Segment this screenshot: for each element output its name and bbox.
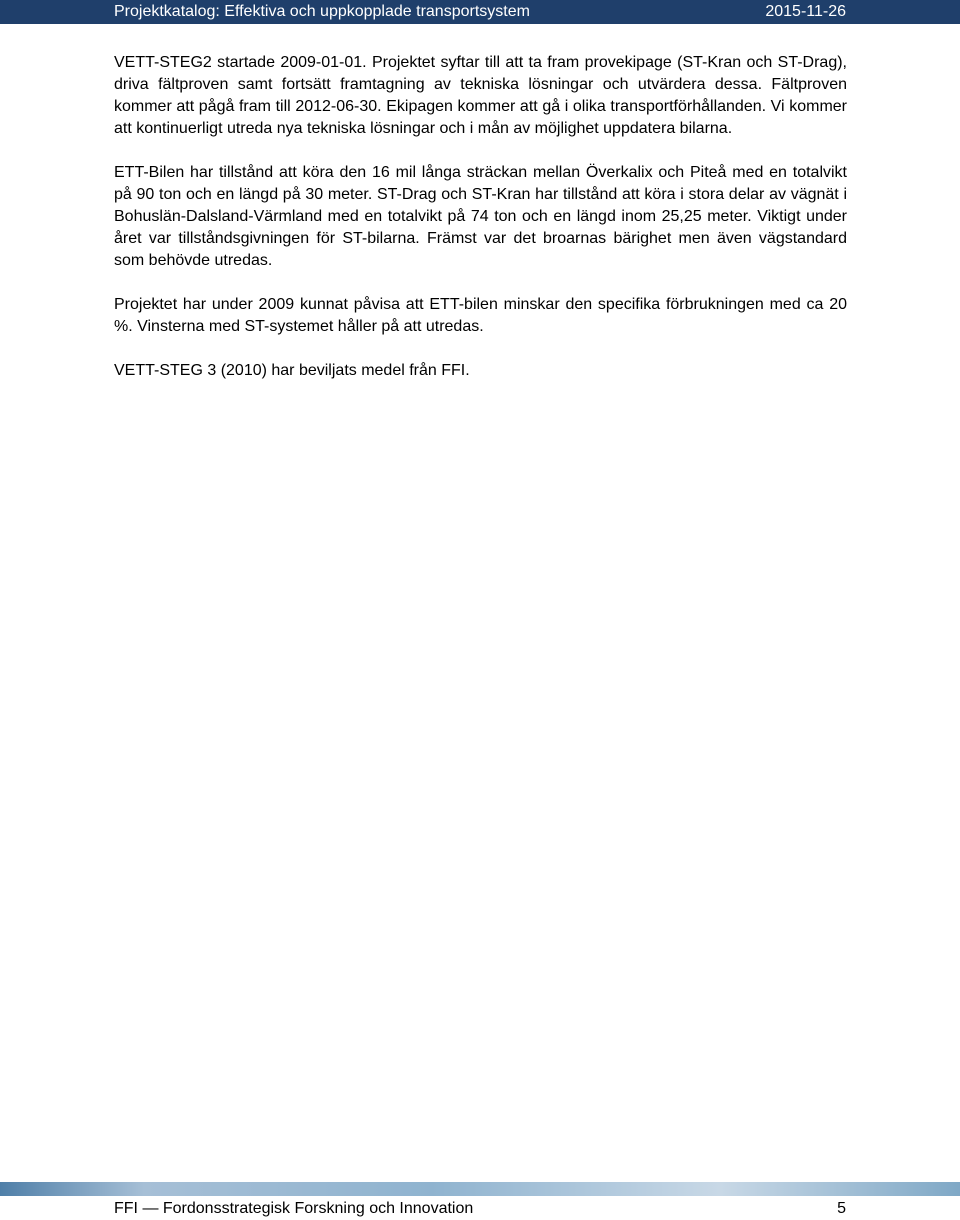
paragraph-ett-bilen: ETT-Bilen har tillstånd att köra den 16 mil långa sträckan mellan Överkalix och Piteå med en totalvikt på 90 ton och en längd på 30 meter. ST-Drag och ST-Kran har tillstånd att köra i stora delar av vägnät i Bohuslän-Dalsland-Värmland med en totalvikt på 74 ton och en längd inom 25,25 meter. Viktigt under året var tillståndsgivningen för ST-bilarna. Främst var det broarnas bärighet men även vägstandard som behövde utredas.	[114, 164, 847, 269]
paragraph-vett-steg3: VETT-STEG 3 (2010) har beviljats medel från FFI.	[114, 362, 470, 379]
footer-decorative-band	[0, 1182, 960, 1196]
document-body	[114, 52, 847, 404]
paragraph-project-results: Projektet har under 2009 kunnat påvisa att ETT-bilen minskar den specifika förbrukningen med ca 20 %. Vinsterna med ST-systemet håller på att utredas.	[114, 296, 847, 335]
page-number: 5	[837, 1200, 846, 1217]
page-header	[0, 0, 960, 24]
header-title: Projektkatalog: Effektiva och uppkopplade transportsystem	[114, 3, 530, 20]
paragraph-vett-steg2: VETT-STEG2 startade 2009-01-01. Projektet syftar till att ta fram provekipage (ST-Kran och ST-Drag), driva fältproven samt fortsätt framtagning av tekniska lösningar och utvärdera dessa. Fältproven kommer att pågå fram till 2012-06-30. Ekipagen kommer att gå i olika transportförhållanden. Vi kommer att kontinuerligt utreda nya tekniska lösningar och i mån av möjlighet uppdatera bilarna.	[114, 54, 847, 137]
footer-organization: FFI — Fordonsstrategisk Forskning och Innovation	[114, 1200, 474, 1217]
header-date: 2015-11-26	[765, 3, 846, 20]
